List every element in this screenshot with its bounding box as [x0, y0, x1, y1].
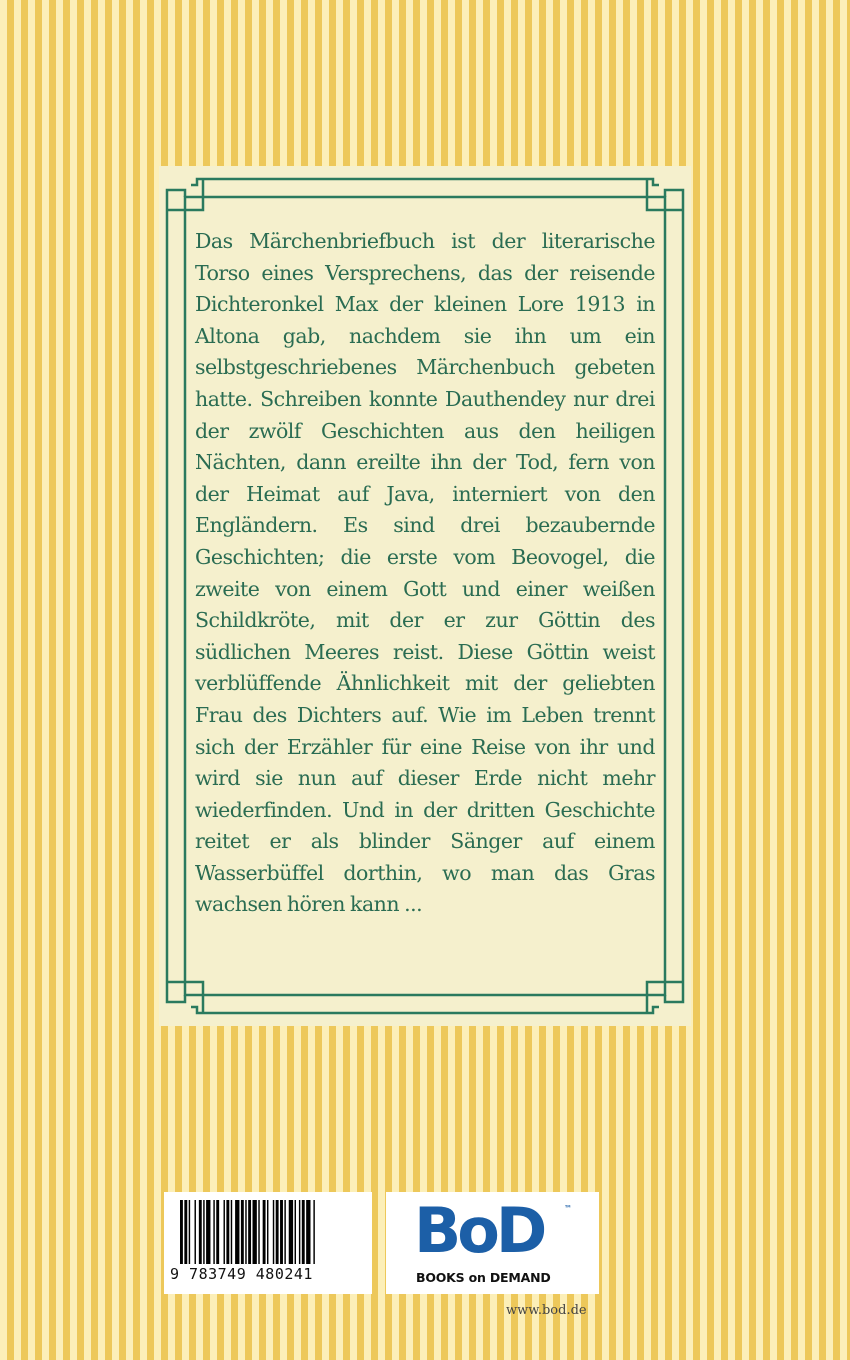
logo-wordmark: BoD: [414, 1194, 544, 1267]
back-cover-panel: [159, 166, 691, 1026]
barcode-bars: [180, 1200, 358, 1268]
blurb-text: Das Märchenbriefbuch ist der literarische Torso eines Versprechens, das der reisende Dichteronkel Max der kleinen Lore 1913 in Altona gab, nachdem sie ihn um ein selbstgeschriebenes Märchenbuch gebeten hatte. Schreiben konnte Dauthendey nur drei der zwölf Geschichten aus den heiligen Nächten, dann ereilte ihn der Tod, fern von der Heimat auf Java, interniert von den Engländern. Es sind drei bezaubernde Geschichten; die erste vom Beovogel, die zweite von einem Gott und einer weißen Schildkröte, mit der er zur Göttin des südlichen Meeres reist. Diese Göttin weist verblüffende Ähnlichkeit mit der geliebten Frau des Dichters auf. Wie im Leben trennt sich der Erzähler für eine Reise von ihr und wird sie nun auf dieser Erde nicht mehr wiederfinden. Und in der dritten Geschichte reitet er als blinder Sänger auf einem Wasserbüffel dorthin, wo man das Gras wachsen hören kann ...: [195, 229, 655, 917]
publisher-logo: [386, 1192, 599, 1294]
logo-tagline: BOOKS on DEMAND: [416, 1270, 551, 1285]
publisher-url: www.bod.de: [506, 1303, 587, 1318]
isbn-number: 9 783749 480241: [170, 1265, 313, 1283]
isbn-barcode: [164, 1192, 372, 1294]
trademark-symbol: ™: [564, 1204, 572, 1213]
